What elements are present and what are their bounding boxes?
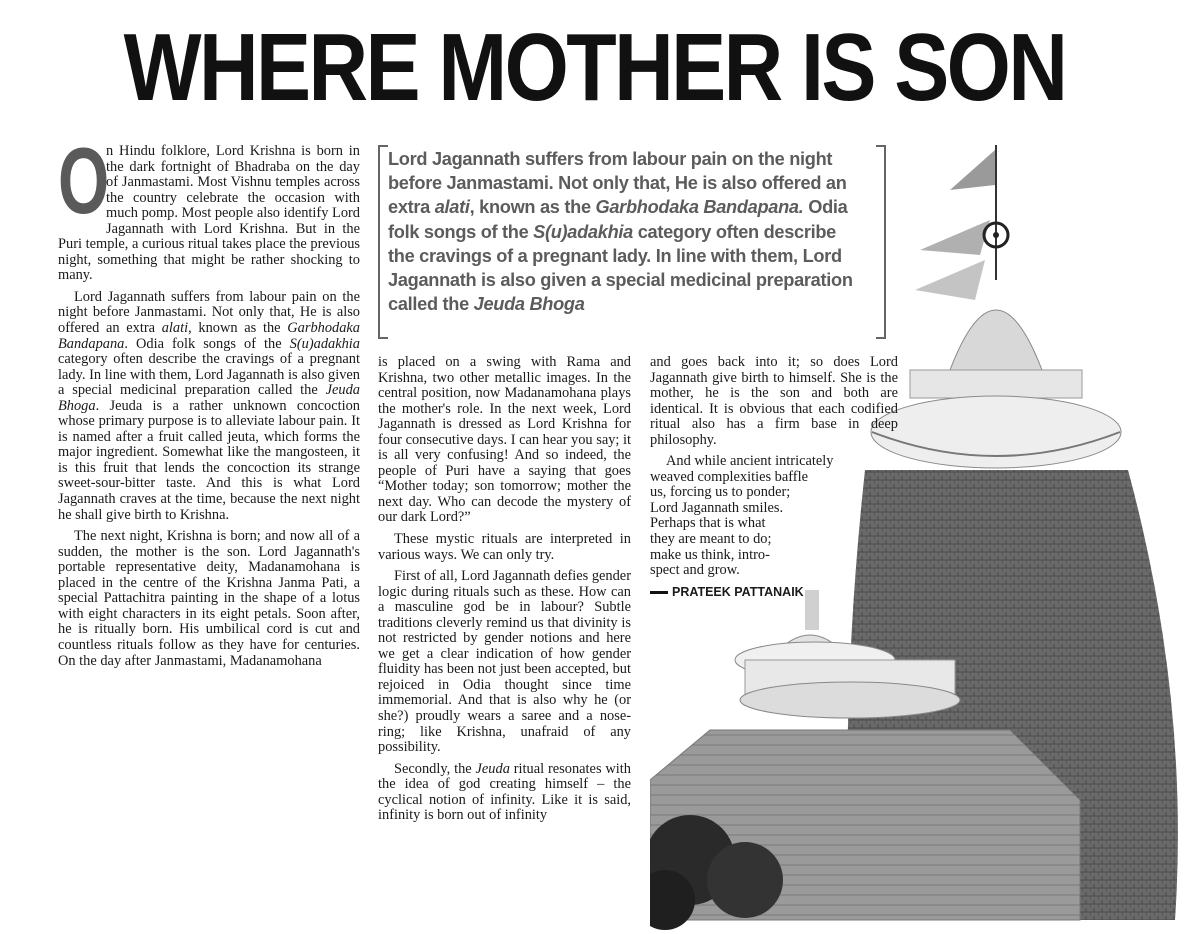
paragraph: The next night, Krishna is born; and now all of a sudden, the mother is the son. Lord Jagannath's portable representative deity, Madanamohana is placed in the centre of the Krishna Janma Pati, a special Pattachitra painting in the shape of a lotus with eight characters in its eight petals. Soon after, he is ritually born. His umbilical cord is cut and countless rituals follow as they have for centuries. On the day after Janmastami, Madanamohana	[58, 528, 360, 669]
left-bracket	[378, 145, 388, 339]
paragraph: And while ancient intricately weaved complexities baffle us, forcing us to ponder; Lord Jagannath smiles. Perhaps that is what they are meant to do; make us think, intro- spect and grow.	[650, 453, 834, 579]
paragraph: n Hindu folklore, Lord Krishna is born in the dark fortnight of Bhadraba on the day of Janmastami. Most Vishnu temples across the country celebrate the occasion with much pomp. Most people also identify Lord Jagannath with Lord Krishna. But in the Puri temple, a curious ritual takes place the previous night, something that might be rather shocking to many.	[58, 143, 360, 284]
flag-shape	[950, 150, 995, 190]
pull-quote	[378, 145, 886, 343]
article-column-2	[378, 355, 631, 830]
paragraph: is placed on a swing with Rama and Krishna, two other metallic images. In the central position, now Madanamohana plays the mother's role. In the next week, Lord Jagannath is dressed as Lord Krishna for four consecutive days. I can hear you say; it is all very confusing! And so indeed, the people of Puri have a saying that goes “Mother today; son tomorrow; mother the next day. Who can decode the mystery of our dark Lord?”	[378, 354, 631, 526]
headline: WHERE MOTHER IS SON	[123, 14, 1066, 121]
article-column-1	[58, 128, 360, 675]
article-column-3	[650, 355, 898, 600]
flag-shape	[920, 220, 990, 255]
paragraph: and goes back into it; so does Lord Jagannath give birth to himself. She is the mother, he is the son and both are identical. It is obvious that each codified ritual also has a firm base in deep philosophy.	[650, 354, 898, 448]
paragraph: Lord Jagannath suffers from labour pain on the night before Janmastami. Not only that, He is also offered an extra alati, known as the Garbhodaka Bandapana. Odia folk songs of the S(u)adakhia category often describe the cravings of a pregnant lady. In line with them, Lord Jagannath is also given a special medicinal preparation called the Jeuda Bhoga. Jeuda is a rather unknown concoction whose primary purpose is to alleviate labour pain. It is named after a fruit called jeuta, which forms the major ingredient. Somewhat like the mangosteen, it is this fruit that lends the concoction its strange sweet-sour-bitter taste. And this is what Lord Jagannath craves at the time, because the next night he shall give birth to Krishna.	[58, 288, 360, 523]
flag-shape	[915, 260, 985, 300]
right-bracket	[876, 145, 886, 339]
paragraph: First of all, Lord Jagannath defies gender logic during rituals such as these. How can a masculine god be in labour? Subtle traditions cleverly remind us that divinity is not restricted by gender notions and here we get a clear indication of how gender fluidity has been not just been accepted, but rejoiced in Odia thought since time immemorial. And that is also why he (or she?) proudly wears a saree and a nose-ring; like Krishna, unafraid of any possibility.	[378, 568, 631, 756]
drop-cap: O	[58, 128, 110, 233]
paragraph: Secondly, the Jeuda ritual resonates with the idea of god creating himself – the cyclical notion of infinity. Like it is said, infinity is born out of infinity	[378, 760, 631, 824]
byline-dash	[650, 591, 668, 594]
pull-quote-text: Lord Jagannath suffers from labour pain on the night before Janmastami. Not only that, He is also offered an extra alati, known as the Garbhodaka Bandapana. Odia folk songs of the S(u)adakhia category often describe the cravings of a pregnant lady. In line with them, Lord Jagannath is also given a special medicinal preparation called the Jeuda Bhoga	[388, 149, 853, 315]
paragraph: These mystic rituals are interpreted in various ways. We can only try.	[378, 531, 631, 563]
byline: PRATEEK PATTANAIK	[650, 585, 898, 601]
